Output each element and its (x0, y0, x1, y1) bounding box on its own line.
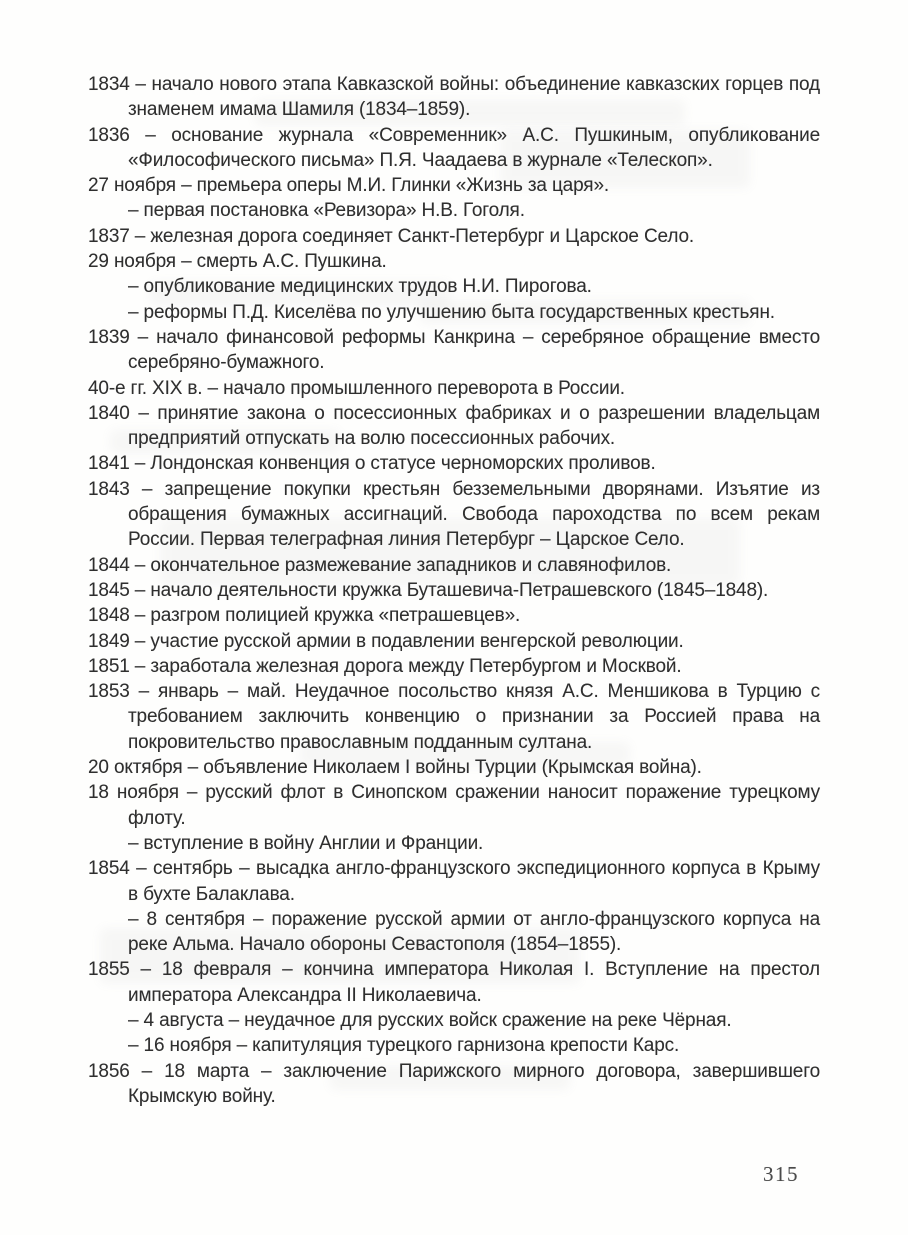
chronology-subentry: – 4 августа – неудачное для русских войск сражение на реке Чёрная. (128, 1009, 732, 1031)
chronology-entry: 1837 – железная дорога соединяет Санкт-Петербург и Царское Село. (88, 225, 695, 247)
chronology-entry: 20 октября – объявление Николаем I войны Турции (Крымская война). (88, 757, 702, 779)
chronology-entry: 1855 – 18 февраля – кончина императора Николая I. Вступление на престол императора Александра II Николаевича. (88, 959, 820, 1006)
chronology-subentry: – первая постановка «Ревизора» Н.В. Гоголя. (128, 200, 525, 222)
chronology-entry: 1841 – Лондонская конвенция о статусе черноморских проливов. (88, 453, 656, 475)
chronology-entry: 18 ноября – русский флот в Синопском сражении наносит поражение турецкому флоту. (88, 782, 820, 829)
chronology-entry: 1851 – заработала железная дорога между Петербургом и Москвой. (88, 655, 682, 677)
chronology-subentry: – опубликование медицинских трудов Н.И. Пирогова. (128, 276, 592, 298)
chronology-subentry: – 8 сентября – поражение русской армии от англо-французского корпуса на реке Альма. Начало обороны Севастополя (1854–1855). (128, 908, 820, 956)
chronology-entry: 1840 – принятие закона о посессионных фабриках и о разрешении владельцам предприятий отпускать на волю посессионных рабочих. (88, 402, 820, 450)
chronology-entry: 27 ноября – премьера оперы М.И. Глинки «Жизнь за царя». (88, 175, 609, 197)
chronology-text-block (88, 72, 820, 1109)
page-number: 315 (763, 1162, 799, 1186)
chronology-entry: 1845 – начало деятельности кружка Буташевича-Петрашевского (1845–1848). (88, 579, 769, 601)
chronology-entry: 29 ноября – смерть А.С. Пушкина. (88, 251, 387, 273)
chronology-entry: 1849 – участие русской армии в подавлении венгерской революции. (88, 630, 684, 652)
chronology-entry: 1843 – запрещение покупки крестьян безземельными дворянами. Изъятие из обращения бумажных ассигнаций. Свобода пароходства по всем рекам России. Первая телеграфная линия Петербург – Царское Село. (88, 478, 820, 551)
chronology-entry: 1854 – сентябрь – высадка англо-французского экспедиционного корпуса в Крыму в бухте Балаклава. (88, 858, 820, 905)
chronology-entry: 40-е гг. XIX в. – начало промышленного переворота в России. (88, 377, 625, 399)
chronology-entry: 1853 – январь – май. Неудачное посольство князя А.С. Меншикова в Турцию с требованием заключить конвенцию о признании за Россией права на покровительство православным подданным султана. (88, 681, 820, 753)
chronology-subentry: – 16 ноября – капитуляция турецкого гарнизона крепости Карс. (128, 1035, 680, 1057)
chronology-subentry: – реформы П.Д. Киселёва по улучшению быта государственных крестьян. (128, 301, 775, 323)
chronology-entry: 1834 – начало нового этапа Кавказской войны: объединение кавказских горцев под знаменем имама Шамиля (1834–1859). (88, 74, 820, 121)
chronology-subentry: – вступление в войну Англии и Франции. (128, 832, 484, 854)
chronology-entry: 1856 – 18 марта – заключение Парижского мирного договора, завершившего Крымскую войну. (88, 1060, 820, 1107)
chronology-entry: 1848 – разгром полицией кружка «петрашевцев». (88, 605, 521, 627)
chronology-entry: 1844 – окончательное размежевание западников и славянофилов. (88, 554, 672, 576)
chronology-entry: 1836 – основание журнала «Современник» А.С. Пушкиным, опубликование «Философического письма» П.Я. Чаадаева в журнале «Телескоп». (88, 124, 820, 171)
chronology-entry: 1839 – начало финансовой реформы Канкрина – серебряное обращение вместо серебряно-бумажного. (88, 326, 820, 374)
